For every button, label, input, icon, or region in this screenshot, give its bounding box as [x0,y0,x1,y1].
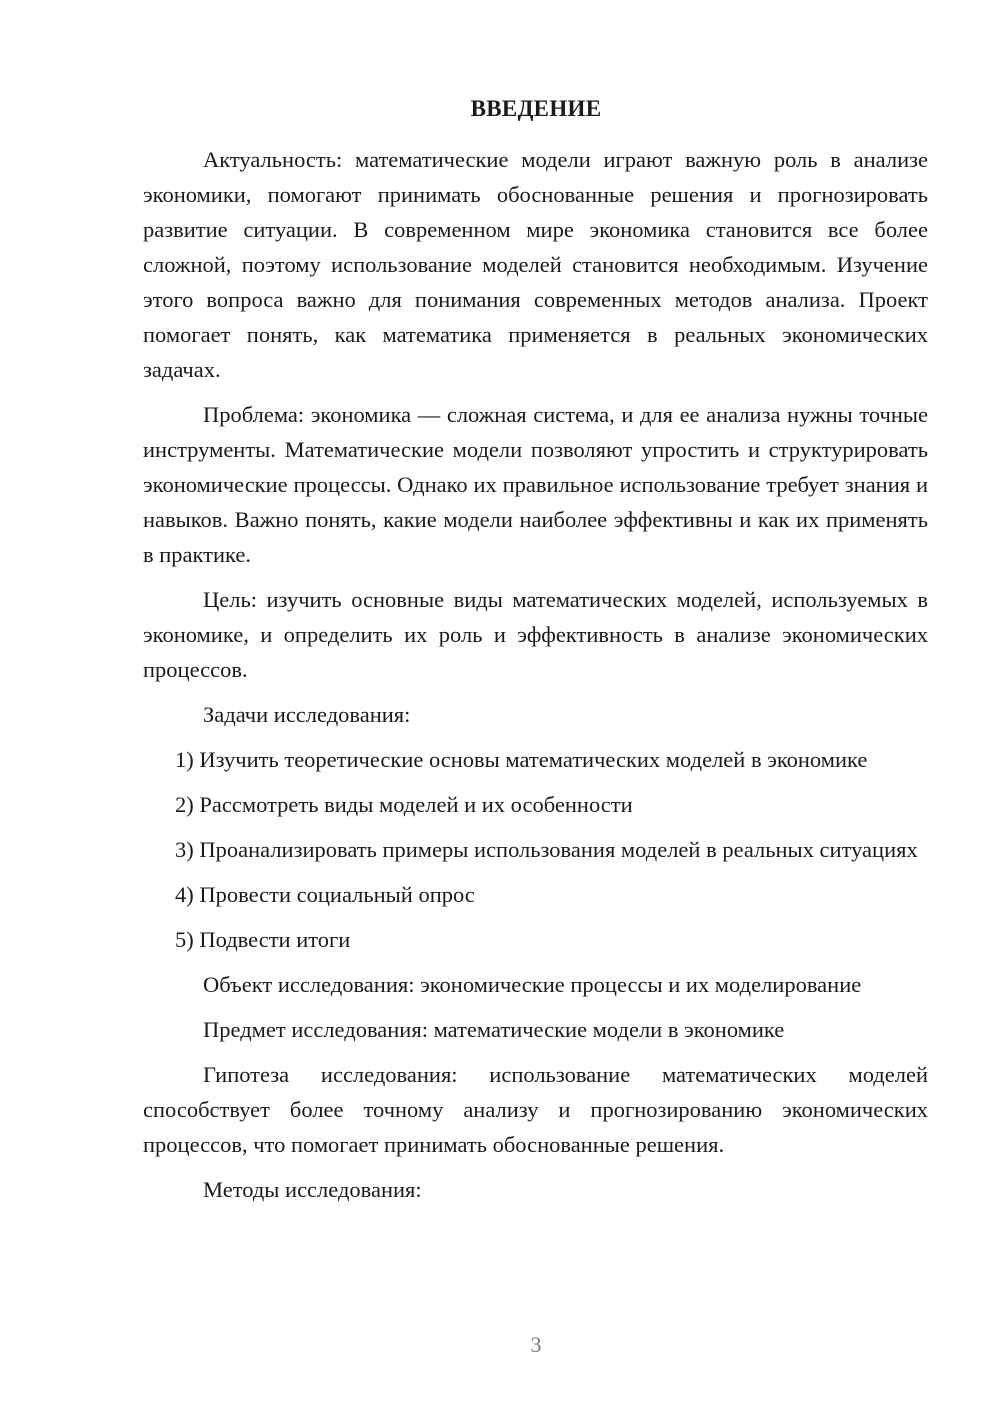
task-item-2: 2) Рассмотреть виды моделей и их особенности [175,792,633,817]
task-item-3: 3) Проанализировать примеры использования моделей в реальных ситуациях [175,837,918,862]
task-item-1: 1) Изучить теоретические основы математических моделей в экономике [175,747,868,772]
paragraph-subject: Предмет исследования: математические модели в экономике [203,1017,785,1042]
page-number: 3 [530,1332,542,1357]
paragraph-relevance: Актуальность: математические модели играют важную роль в анализе экономики, помогают принимать обоснованные решения и прогнозировать развитие ситуации. В современном мире экономика становится все более сложной, поэтому использование моделей становится необходимым. Изучение этого вопроса важно для понимания современных методов анализа. Проект помогает понять, как математика применяется в реальных экономических задачах. [143,147,928,382]
paragraph-hypothesis: Гипотеза исследования: использование математических моделей способствует более точному анализу и прогнозированию экономических процессов, что помогает принимать обоснованные решения. [143,1062,928,1157]
paragraph-problem: Проблема: экономика — сложная система, и для ее анализа нужны точные инструменты. Математические модели позволяют упростить и структурировать экономические процессы. Однако их правильное использование требует знания и навыков. Важно понять, какие модели наиболее эффективны и как их применять в практике. [143,402,928,567]
paragraph-tasks-title: Задачи исследования: [203,702,411,727]
task-item-5: 5) Подвести итоги [175,927,351,952]
paragraph-goal: Цель: изучить основные виды математических моделей, используемых в экономике, и определить их роль и эффективность в анализе экономических процессов. [143,587,928,682]
section-heading: ВВЕДЕНИЕ [470,96,602,121]
paragraph-object: Объект исследования: экономические процессы и их моделирование [203,972,862,997]
task-item-4: 4) Провести социальный опрос [175,882,475,907]
paragraph-methods-title: Методы исследования: [203,1177,422,1202]
document-body [143,142,928,1217]
